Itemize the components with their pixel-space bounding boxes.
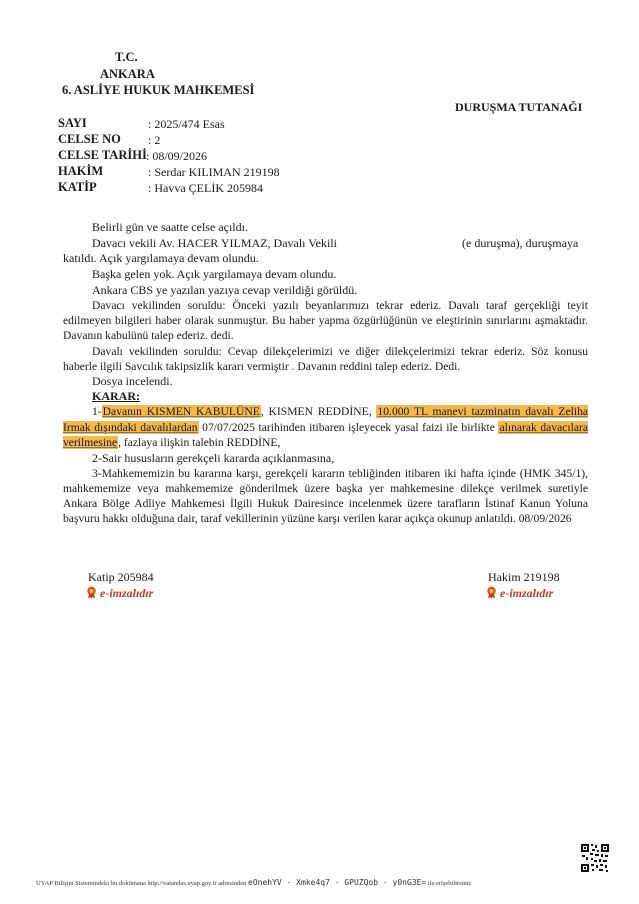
court-name: 6. ASLİYE HUKUK MAHKEMESİ (62, 83, 255, 97)
katip-signature-label: Katip 205984 (88, 570, 154, 584)
paragraph-attendance: Davacı vekili Av. HACER YILMAZ, Davalı Vekili (92, 236, 337, 250)
paragraph-plaintiff-statement: Davacı vekilinden soruldu: Önceki yazılı beyanlarımızı tekrar ederiz. Davalı taraf gerçekliği teyit edilmeyen bilgileri haber olarak sunmuştur. Bu haber yapma özgürlüğünün ve eleştirinin sınırlarını aşmaktadır. Davanın kabulünü talep ederiz. dedi. (63, 299, 588, 342)
paragraph-defendant-statement: Davalı vekilinden soruldu: Cevap dilekçelerimizi ve diğer dilekçelerimizi tekrar ederiz. Söz konusu haberle ilgili Savcılık takipsizlik kararı vermiştir . Davanın reddini talep ederiz. Dedi. (63, 345, 588, 373)
paragraph-cbs: Ankara CBS ye yazılan yazıya cevap verildiği görüldü. (92, 283, 358, 297)
celse-no-label: CELSE NO (58, 132, 121, 146)
hakim-value: : Serdar KILIMAN 219198 (148, 165, 280, 179)
katip-label: KATİP (58, 180, 97, 194)
paragraph-opening: Belirli gün ve saatte celse açıldı. (92, 220, 248, 234)
sayi-label: SAYI (58, 116, 87, 130)
sayi-value: : 2025/474 Esas (148, 117, 225, 131)
paragraph-file-reviewed: Dosya incelendi. (92, 374, 173, 388)
karar-item-3: 3-Mahkememizin bu kararına karşı, gerekçeli kararın tebliğinden itibaren iki hafta içinde (HMK 345/1), mahkememize veya mahkememize gönderilmek üzere başka yer mahkemesine dilekçe verilmek suretiyle Ankara Bölge Adliye Mahkemesi İlgili Hukuk Dairesince incelenmek üzere tarafların İstinaf Kanun Yoluna başvuru hakkı olduğuna dair, taraf vekillerinin yüzüne karşı verilen karar açıkça okunup anlatıldı. 08/09/2026 (63, 467, 588, 525)
paragraph-no-others: Başka gelen yok. Açık yargılamaya devam olundu. (92, 267, 337, 281)
karar-heading: KARAR: (92, 389, 140, 403)
seal-icon (86, 586, 97, 599)
tc-heading: T.C. (115, 50, 138, 64)
hakim-label: HAKİM (58, 164, 104, 178)
highlight-verilmesine: alınarak davacılara verilmesine (63, 420, 589, 449)
seal-icon (486, 586, 497, 599)
katip-value: : Havva ÇELİK 205984 (148, 181, 263, 195)
city-heading: ANKARA (100, 67, 155, 81)
highlight-tazminat: 10.000 TL manevi tazminatın davalı Zeliha Irmak dışındaki davalılardan (63, 405, 589, 434)
hakim-signature-label: Hakim 219198 (488, 570, 560, 584)
paragraph-attendance-cont: katıldı. Açık yargılamaya devam olundu. (63, 251, 259, 265)
katip-eimza: e-imzalıdır (86, 584, 153, 602)
hakim-eimza: e-imzalıdır (486, 584, 553, 602)
karar-item-2: 2-Sair hususların gerekçeli kararda açıklanmasına, (92, 451, 335, 465)
verification-code: eOnehYV - Xmke4q7 - GPUZQob - y0nG3E= (248, 878, 427, 887)
qr-code-icon (580, 843, 610, 873)
footer-note: UYAP Bilişim Sistemindeki bu dokümana http://vatandas.uyap.gov.tr adresinden eOnehYV - Xmke4q7 - GPUZQob - y0nG3E= ile erişebilirsiniz (36, 878, 472, 887)
highlight-kismen-kabul: Davanın KISMEN KABULÜNE (102, 405, 260, 418)
celse-tarihi-label: CELSE TARİHİ (58, 148, 147, 162)
celse-tarihi-value: : 08/09/2026 (146, 149, 208, 163)
karar-item-1: 1-Davanın KISMEN KABULÜNE, KISMEN REDDİNE, 10.000 TL manevi tazminatın davalı Zeliha Irmak dışındaki davalılardan 07/07/2025 tarihinden itibaren işleyecek yasal faizi ile birlikte alınarak davacılara verilmesine, fazlaya ilişkin talebin REDDİNE, (63, 405, 589, 449)
paragraph-attendance-tail: (e duruşma), duruşmaya (462, 236, 579, 250)
document-title: DURUŞMA TUTANAĞI (455, 100, 583, 114)
celse-no-value: : 2 (148, 133, 161, 147)
